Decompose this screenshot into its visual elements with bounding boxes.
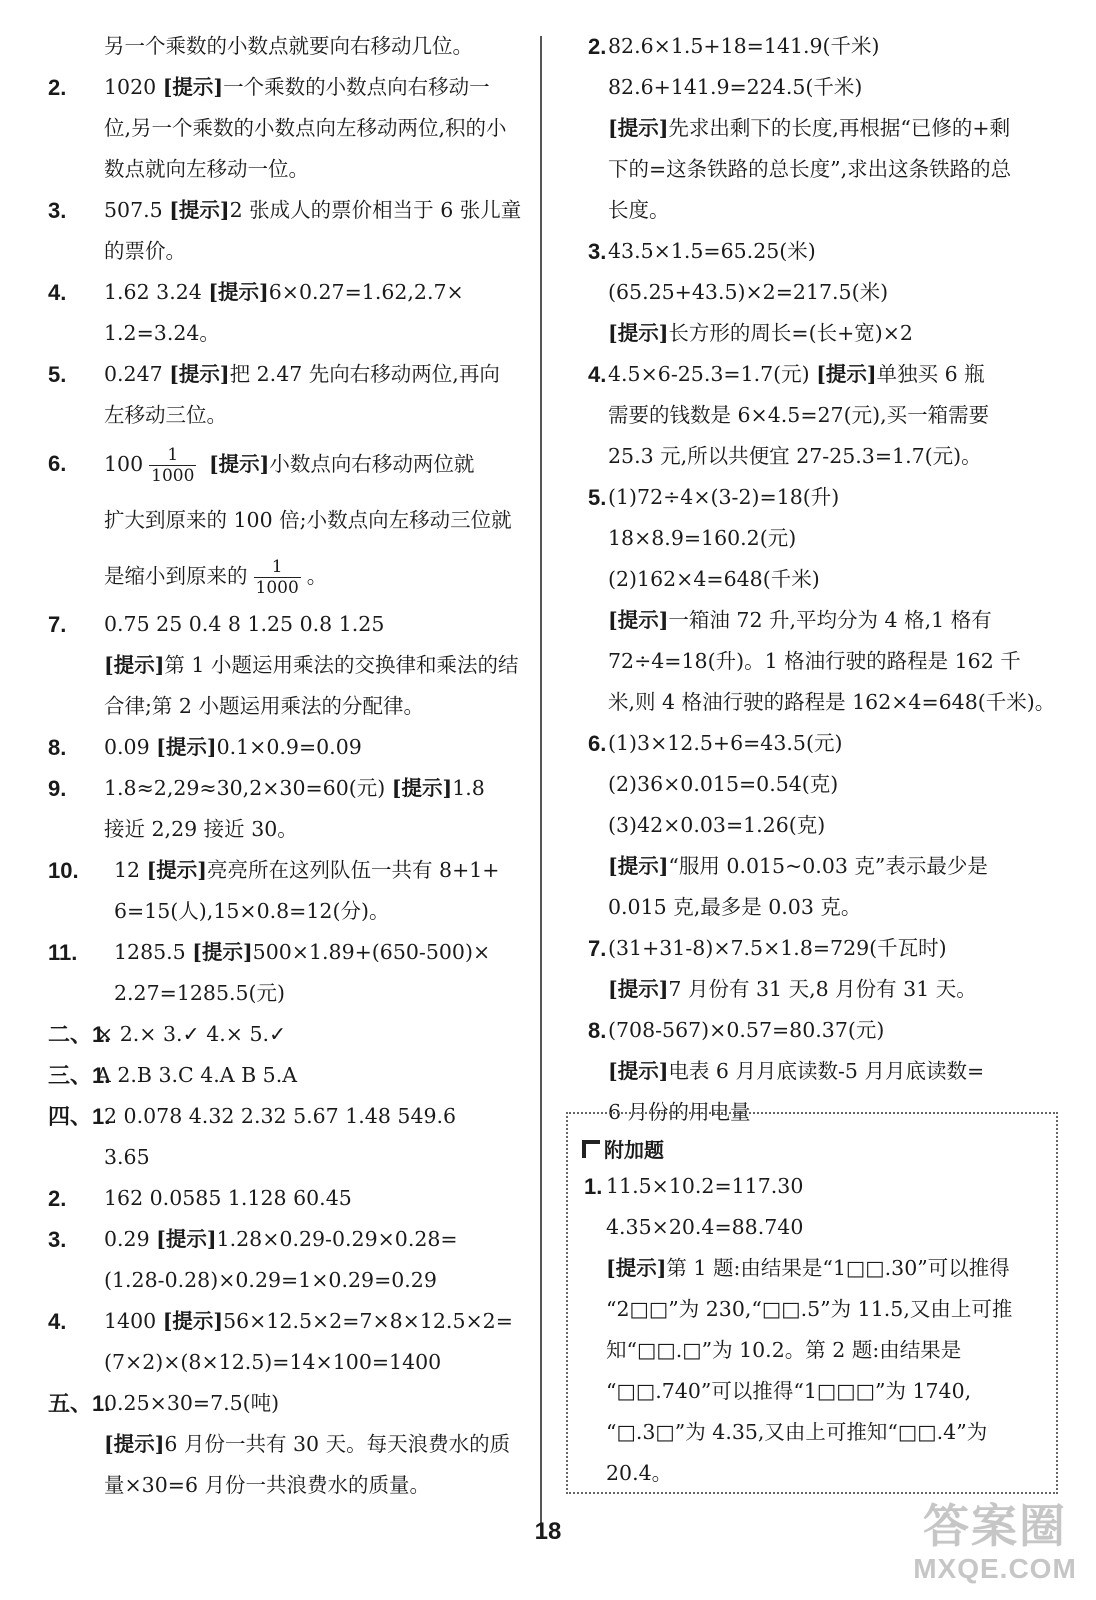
answer-line xyxy=(48,1014,548,1055)
answer-text: 0.29 [提示]1.28×0.29-0.29×0.28= xyxy=(104,1227,458,1251)
answer-text: (1)3×12.5+6=43.5(元) xyxy=(608,731,843,755)
hint-label: [提示] xyxy=(816,362,877,386)
hint-label: [提示] xyxy=(156,735,217,759)
answer-text: (2)36×0.015=0.54(克) xyxy=(608,772,839,796)
answer-line xyxy=(584,1289,1054,1330)
fraction-denominator: 1000 xyxy=(151,466,195,486)
answer-text: 量×30=6 月份一共浪费水的质量。 xyxy=(104,1473,430,1497)
answer-line xyxy=(48,354,548,395)
answer-text: [提示]先求出剩下的长度,再根据“已修的+剩 xyxy=(608,116,1011,140)
watermark-logo xyxy=(900,1500,1090,1596)
answer-line xyxy=(48,932,548,973)
answer-line xyxy=(48,313,548,354)
question-number: 4. xyxy=(48,280,67,305)
answer-text: [提示]电表 6 月月底读数-5 月月底读数= xyxy=(608,1059,985,1083)
answer-line xyxy=(584,1207,1054,1248)
answer-line xyxy=(48,231,548,272)
answer-text: 82.6×1.5+18=141.9(千米) xyxy=(608,34,880,58)
answer-text: 0.75 25 0.4 8 1.25 0.8 1.25 xyxy=(104,612,385,636)
answer-text: 11.5×10.2=117.30 xyxy=(606,1174,804,1198)
bonus-body xyxy=(584,1166,1054,1494)
answer-line xyxy=(584,1166,1054,1207)
question-number: 7. xyxy=(588,936,607,961)
answer-line xyxy=(48,850,548,891)
answer-text: 507.5 [提示]2 张成人的票价相当于 6 张儿童 xyxy=(104,198,522,222)
fraction xyxy=(254,557,301,598)
answer-line xyxy=(48,108,548,149)
answer-line xyxy=(48,973,548,1014)
answer-text: 是缩小到原来的 $\frac{1}{1000}$ 。 xyxy=(104,557,328,598)
answer-text: (708-567)×0.57=80.37(元) xyxy=(608,1018,885,1042)
answer-line xyxy=(48,436,548,492)
answer-text: (1.28-0.28)×0.29=1×0.29=0.29 xyxy=(104,1268,437,1292)
answer-line xyxy=(588,846,1068,887)
fraction-numerator: 1 xyxy=(271,557,283,577)
question-number: 3. xyxy=(588,239,607,264)
answer-text: 43.5×1.5=65.25(米) xyxy=(608,239,816,263)
answer-line xyxy=(48,727,548,768)
hint-label: [提示] xyxy=(608,608,669,632)
answer-line xyxy=(588,354,1068,395)
hint-label: [提示] xyxy=(208,280,269,304)
answer-line xyxy=(48,1260,548,1301)
bookmark-icon xyxy=(582,1140,600,1158)
hint-label: [提示] xyxy=(606,1256,667,1280)
answer-text: 4.35×20.4=88.740 xyxy=(606,1215,804,1239)
question-number: 五、1. xyxy=(48,1391,111,1416)
answer-text: 0.247 [提示]把 2.47 先向右移动两位,再向 xyxy=(104,362,500,386)
answer-line xyxy=(588,805,1068,846)
hint-label: [提示] xyxy=(608,116,669,140)
answer-line xyxy=(588,26,1068,67)
answer-line xyxy=(584,1453,1054,1494)
right-column xyxy=(588,26,1068,1133)
hint-label: [提示] xyxy=(162,1309,224,1333)
answer-line xyxy=(588,108,1068,149)
answer-text: (2)162×4=648(千米) xyxy=(608,567,820,591)
answer-text: [提示]长方形的周长=(长+宽)×2 xyxy=(608,321,913,345)
answer-text: 1.62 3.24 [提示]6×0.27=1.62,2.7× xyxy=(104,280,464,304)
answer-line xyxy=(48,1219,548,1260)
answer-line xyxy=(588,436,1068,477)
answer-line xyxy=(48,272,548,313)
answer-line xyxy=(588,477,1068,518)
hint-label: [提示] xyxy=(608,321,669,345)
answer-text: (65.25+43.5)×2=217.5(米) xyxy=(608,280,889,304)
hint-label: [提示] xyxy=(608,977,669,1001)
answer-text: × 2.× 3.✓ 4.× 5.✓ xyxy=(96,1022,287,1046)
answer-text: (3)42×0.03=1.26(克) xyxy=(608,813,826,837)
answer-line xyxy=(588,272,1068,313)
answer-line xyxy=(48,548,548,604)
answer-line xyxy=(48,149,548,190)
hint-label: [提示] xyxy=(608,1059,669,1083)
answer-line xyxy=(588,600,1068,641)
question-number: 3. xyxy=(48,198,67,223)
answer-line xyxy=(48,26,548,67)
answer-line xyxy=(584,1412,1054,1453)
answer-line xyxy=(48,1465,548,1506)
answer-line xyxy=(48,1178,548,1219)
answer-line xyxy=(48,768,548,809)
answer-text: 左移动三位。 xyxy=(104,403,227,427)
answer-text: 1400 [提示]56×12.5×2=7×8×12.5×2= xyxy=(104,1309,513,1333)
answer-line xyxy=(588,723,1068,764)
answer-line xyxy=(48,1383,548,1424)
answer-text: 另一个乘数的小数点就要向右移动几位。 xyxy=(104,34,473,58)
question-number: 三、1. xyxy=(48,1063,111,1088)
answer-line xyxy=(588,67,1068,108)
answer-text: 长度。 xyxy=(608,198,670,222)
answer-text: 需要的钱数是 6×4.5=27(元),买一箱需要 xyxy=(608,403,990,427)
answer-line xyxy=(48,1301,548,1342)
question-number: 10. xyxy=(48,858,79,883)
answer-text: 72÷4=18(升)。1 格油行驶的路程是 162 千 xyxy=(608,649,1021,673)
fraction-numerator: 1 xyxy=(167,445,179,465)
answer-text: 12 [提示]亮亮所在这列队伍一共有 8+1+ xyxy=(114,858,500,882)
answer-text: (7×2)×(8×12.5)=14×100=1400 xyxy=(104,1350,442,1374)
answer-text: 100 $\frac{1}{1000}$ [提示]小数点向右移动两位就 xyxy=(104,445,475,486)
answer-text: “2□□”为 230,“□□.5”为 11.5,又由上可推 xyxy=(606,1297,1013,1321)
answer-text: [提示]7 月份有 31 天,8 月份有 31 天。 xyxy=(608,977,977,1001)
question-number: 4. xyxy=(588,362,607,387)
answer-text: 20.4。 xyxy=(606,1461,673,1485)
left-column xyxy=(48,26,548,1506)
question-number: 6. xyxy=(588,731,607,756)
answer-text: 18×8.9=160.2(元) xyxy=(608,526,797,550)
answer-line xyxy=(48,1342,548,1383)
answer-text: 25.3 元,所以共便宜 27-25.3=1.7(元)。 xyxy=(608,444,982,468)
answer-line xyxy=(584,1330,1054,1371)
answer-text: 1285.5 [提示]500×1.89+(650-500)× xyxy=(114,940,491,964)
fraction xyxy=(149,445,196,486)
page-number: 18 xyxy=(534,1518,562,1545)
hint-label: [提示] xyxy=(104,653,165,677)
answer-line xyxy=(588,395,1068,436)
answer-text: (31+31-8)×7.5×1.8=729(千瓦时) xyxy=(608,936,947,960)
answer-text: 位,另一个乘数的小数点向左移动两位,积的小 xyxy=(104,116,507,140)
answer-line xyxy=(588,190,1068,231)
answer-line xyxy=(588,231,1068,272)
question-number: 1. xyxy=(584,1174,603,1199)
answer-line xyxy=(588,1051,1068,1092)
answer-line xyxy=(588,149,1068,190)
hint-label: [提示] xyxy=(169,198,230,222)
hint-label: [提示] xyxy=(608,854,669,878)
answer-text: 6 月份的用电量 xyxy=(608,1100,751,1124)
answer-text: 1.8≈2,29≈30,2×30=60(元) [提示]1.8 xyxy=(104,776,485,800)
answer-text: 的票价。 xyxy=(104,239,186,263)
question-number: 6. xyxy=(48,451,67,476)
answer-line xyxy=(48,645,548,686)
question-number: 3. xyxy=(48,1227,67,1252)
answer-text: 3.65 xyxy=(104,1145,150,1169)
question-number: 2. xyxy=(588,34,607,59)
answer-line xyxy=(48,67,548,108)
answer-line xyxy=(588,1010,1068,1051)
answer-line xyxy=(48,395,548,436)
answer-line xyxy=(588,682,1068,723)
answer-line xyxy=(588,928,1068,969)
question-number: 8. xyxy=(48,735,67,760)
answer-text: [提示]6 月份一共有 30 天。每天浪费水的质 xyxy=(104,1432,511,1456)
answer-text: “□.3□”为 4.35,又由上可推知“□□.4”为 xyxy=(606,1420,988,1444)
hint-label: [提示] xyxy=(391,776,453,800)
answer-line xyxy=(588,764,1068,805)
answer-line xyxy=(48,1055,548,1096)
answer-text: 数点就向左移动一位。 xyxy=(104,157,309,181)
question-number: 5. xyxy=(588,485,607,510)
answer-text: 4.5×6-25.3=1.7(元) [提示]单独买 6 瓶 xyxy=(608,362,985,386)
answer-text: [提示]“服用 0.015~0.03 克”表示最少是 xyxy=(608,854,988,878)
question-number: 4. xyxy=(48,1309,67,1334)
hint-label: [提示] xyxy=(169,362,230,386)
answer-text: “□□.740”可以推得“1□□□”为 1740, xyxy=(606,1379,972,1403)
fraction-denominator: 1000 xyxy=(255,578,299,598)
answer-line xyxy=(588,313,1068,354)
answer-text: 扩大到原来的 100 倍;小数点向左移动三位就 xyxy=(104,508,512,532)
answer-text: A 2.B 3.C 4.A B 5.A xyxy=(96,1063,298,1087)
answer-text: 2 0.078 4.32 2.32 5.67 1.48 549.6 xyxy=(104,1104,457,1128)
watermark-url: MXQE.COM xyxy=(913,1553,1077,1584)
watermark-text: 答案圈 xyxy=(923,1500,1067,1552)
answer-line xyxy=(48,1424,548,1465)
answer-line xyxy=(48,190,548,231)
question-number: 7. xyxy=(48,612,67,637)
question-number: 2. xyxy=(48,75,67,100)
answer-text: 下的=这条铁路的总长度”,求出这条铁路的总 xyxy=(608,157,1012,181)
answer-text: 1020 [提示]一个乘数的小数点向右移动一 xyxy=(104,75,490,99)
question-number: 9. xyxy=(48,776,67,801)
answer-line xyxy=(48,1096,548,1137)
answer-text: [提示]一箱油 72 升,平均分为 4 格,1 格有 xyxy=(608,608,992,632)
answer-text: 1.2=3.24。 xyxy=(104,321,220,345)
answer-line xyxy=(588,641,1068,682)
question-number: 二、1. xyxy=(48,1022,111,1047)
answer-text: 0.09 [提示]0.1×0.9=0.09 xyxy=(104,735,362,759)
hint-label: [提示] xyxy=(156,1227,217,1251)
bonus-title xyxy=(582,1134,664,1163)
answer-text: 合律;第 2 小题运用乘法的分配律。 xyxy=(104,694,424,718)
answer-text: 米,则 4 格油行驶的路程是 162×4=648(千米)。 xyxy=(608,690,1056,714)
answer-line xyxy=(48,492,548,548)
answer-text: (1)72÷4×(3-2)=18(升) xyxy=(608,485,840,509)
answer-line xyxy=(588,887,1068,928)
hint-label: [提示] xyxy=(104,1432,165,1456)
answer-text: 82.6+141.9=224.5(千米) xyxy=(608,75,863,99)
answer-text: 162 0.0585 1.128 60.45 xyxy=(104,1186,352,1210)
answer-line xyxy=(588,559,1068,600)
bonus-section xyxy=(566,1112,1058,1494)
answer-text: 0.015 克,最多是 0.03 克。 xyxy=(608,895,862,919)
hint-label: [提示] xyxy=(192,940,253,964)
answer-line xyxy=(584,1248,1054,1289)
answer-text: 6=15(人),15×0.8=12(分)。 xyxy=(114,899,390,923)
question-number: 四、1. xyxy=(48,1104,111,1129)
answer-line xyxy=(588,969,1068,1010)
answer-line xyxy=(48,1137,548,1178)
answer-line xyxy=(588,518,1068,559)
answer-line xyxy=(584,1371,1054,1412)
answer-line xyxy=(48,891,548,932)
answer-text: [提示]第 1 小题运用乘法的交换律和乘法的结 xyxy=(104,653,519,677)
hint-label: [提示] xyxy=(146,858,208,882)
answer-text: 知“□□.□”为 10.2。第 2 题:由结果是 xyxy=(606,1338,962,1362)
hint-label: [提示] xyxy=(208,452,270,476)
question-number: 2. xyxy=(48,1186,67,1211)
bonus-title-text: 附加题 xyxy=(604,1140,664,1162)
question-number: 5. xyxy=(48,362,67,387)
answer-text: 接近 2,29 接近 30。 xyxy=(104,817,298,841)
answer-line xyxy=(48,686,548,727)
answer-text: [提示]第 1 题:由结果是“1□□.30”可以推得 xyxy=(606,1256,1010,1280)
answer-line xyxy=(48,604,548,645)
question-number: 11. xyxy=(48,940,78,965)
answer-text: 2.27=1285.5(元) xyxy=(114,981,286,1005)
hint-label: [提示] xyxy=(162,75,224,99)
question-number: 8. xyxy=(588,1018,607,1043)
answer-line xyxy=(48,809,548,850)
answer-text: 0.25×30=7.5(吨) xyxy=(104,1391,280,1415)
